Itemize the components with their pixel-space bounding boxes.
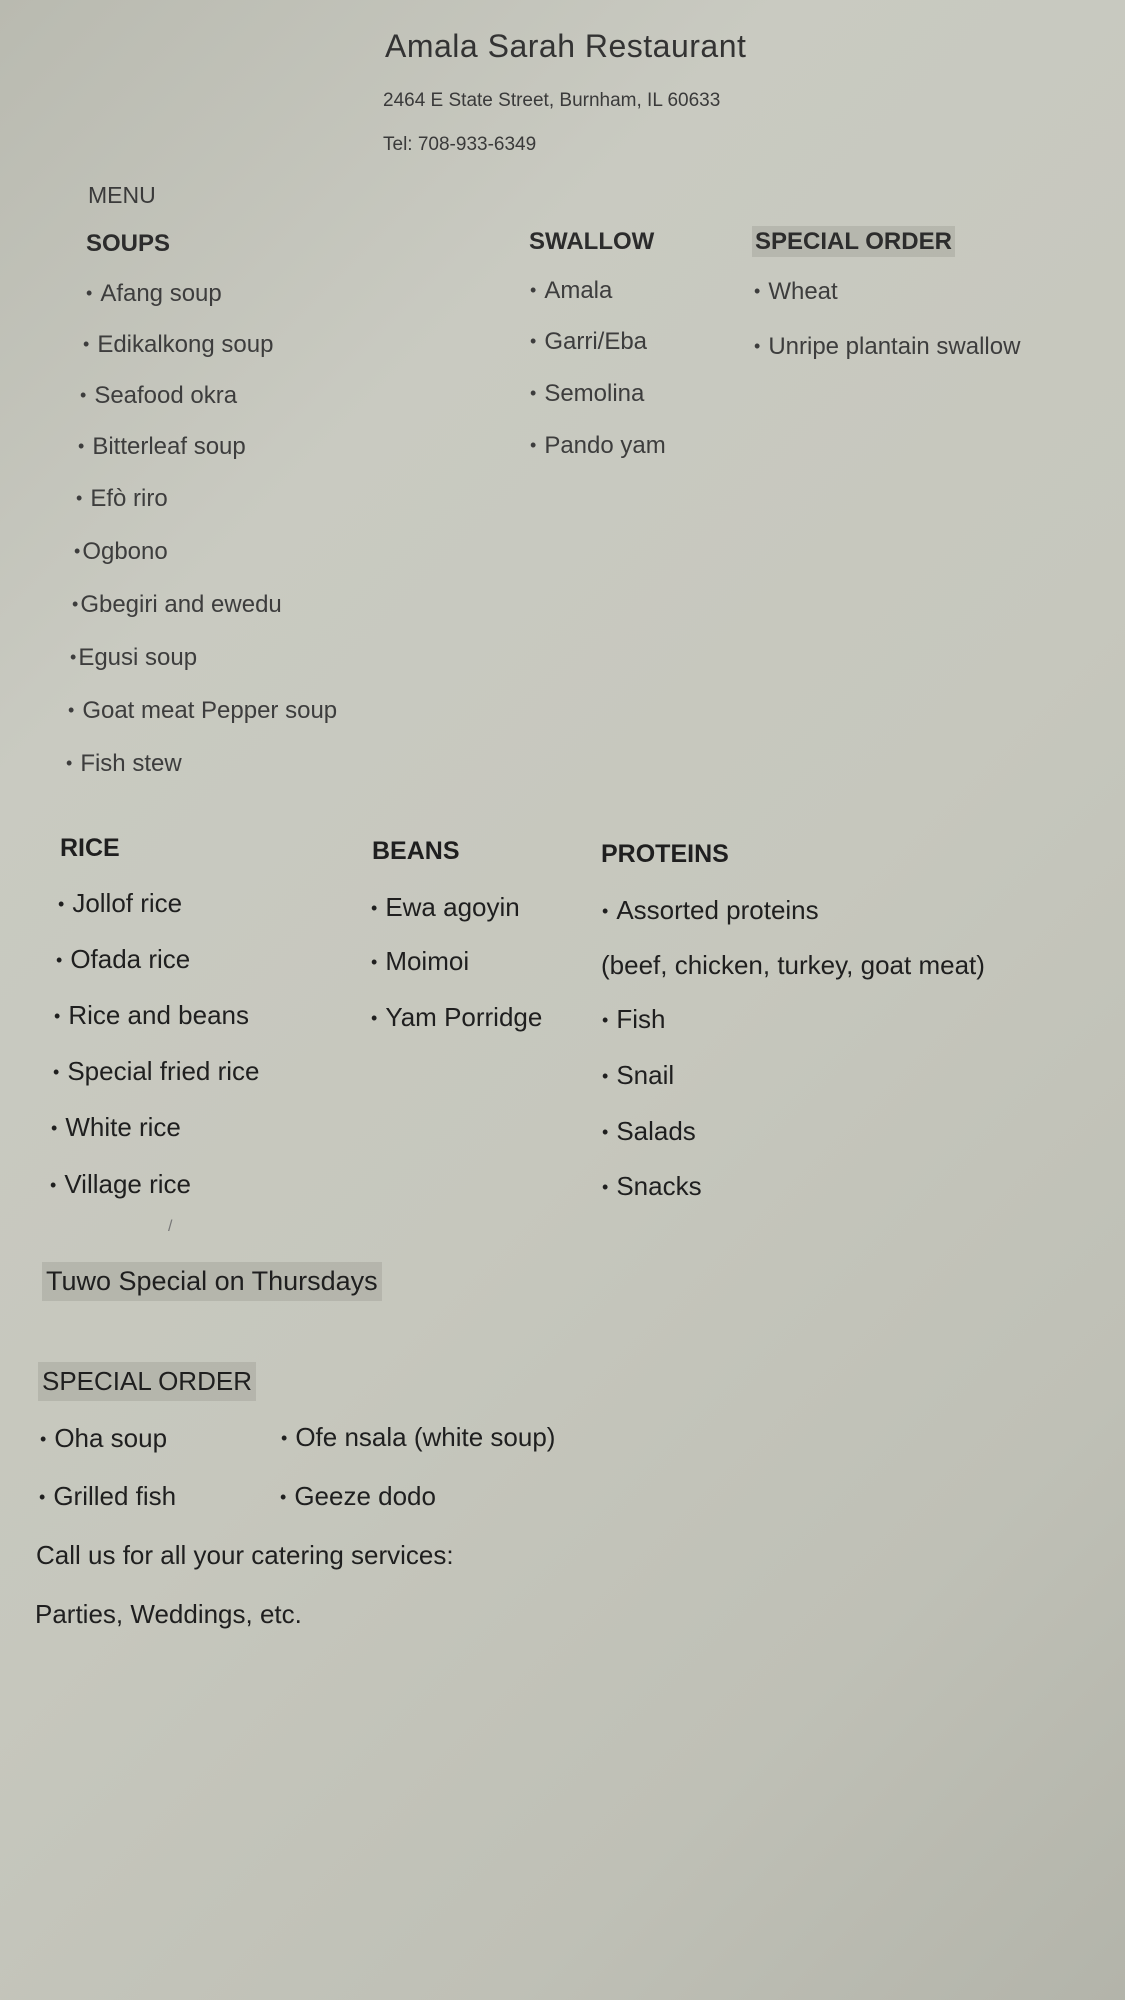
bullet-icon: •: [56, 950, 63, 970]
bullet-icon: •: [530, 383, 537, 403]
soup-item: • Afang soup: [86, 280, 222, 307]
bullet-icon: •: [40, 1429, 47, 1449]
swallow-item: • Amala: [530, 277, 613, 304]
bullet-icon: •: [280, 1487, 287, 1507]
protein-item: • Salads: [602, 1116, 696, 1146]
swallow-heading: SWALLOW: [529, 228, 655, 255]
bullet-icon: •: [54, 1006, 61, 1026]
bullet-icon: •: [602, 1066, 609, 1086]
special-order-bottom-item: • Grilled fish: [39, 1481, 177, 1511]
bullet-icon: •: [602, 1122, 609, 1142]
bullet-icon: •: [78, 436, 85, 456]
special-order-bottom-item: • Oha soup: [40, 1423, 168, 1453]
special-order-item: • Wheat: [754, 278, 838, 305]
bullet-icon: •: [530, 435, 537, 455]
bullet-icon: •: [530, 331, 537, 351]
bullet-icon: •: [66, 753, 73, 773]
beans-item: • Ewa agoyin: [371, 892, 520, 922]
rice-item: • Rice and beans: [54, 1000, 249, 1030]
soup-item: •Gbegiri and ewedu: [72, 591, 282, 618]
protein-item: • Assorted proteins: [602, 895, 819, 925]
soup-item: • Goat meat Pepper soup: [68, 697, 338, 724]
bullet-icon: •: [602, 1177, 609, 1197]
bullet-icon: •: [371, 898, 378, 918]
special-order-item: • Unripe plantain swallow: [754, 333, 1021, 360]
protein-item: • Fish: [602, 1004, 666, 1034]
bullet-icon: •: [530, 280, 537, 300]
bullet-icon: •: [50, 1175, 57, 1195]
bullet-icon: •: [754, 336, 761, 356]
rice-item: • Special fried rice: [53, 1056, 260, 1086]
special-order-bottom-item: • Geeze dodo: [280, 1481, 436, 1511]
bullet-icon: •: [53, 1062, 60, 1082]
bullet-icon: •: [72, 594, 79, 614]
bullet-icon: •: [754, 281, 761, 301]
beans-item: • Moimoi: [371, 946, 470, 976]
bullet-icon: •: [68, 700, 75, 720]
soup-item: • Fish stew: [66, 750, 182, 777]
soup-item: • Seafood okra: [80, 382, 238, 409]
rice-heading: RICE: [60, 834, 120, 862]
bullet-icon: •: [70, 647, 77, 667]
special-order-heading: SPECIAL ORDER: [752, 228, 955, 256]
bullet-icon: •: [602, 901, 609, 921]
soups-heading: SOUPS: [86, 230, 171, 257]
rice-item: • White rice: [51, 1112, 181, 1142]
protein-item: • Snacks: [602, 1171, 702, 1201]
beans-item: • Yam Porridge: [371, 1002, 543, 1032]
bullet-icon: •: [602, 1010, 609, 1030]
swallow-item: • Garri/Eba: [530, 328, 648, 355]
soup-item: • Edikalkong soup: [83, 331, 274, 358]
special-order-bottom-heading: SPECIAL ORDER: [38, 1362, 256, 1401]
soup-item: • Bitterleaf soup: [78, 433, 246, 460]
soup-item: •Ogbono: [74, 538, 168, 565]
bullet-icon: •: [281, 1428, 288, 1448]
swallow-item: • Pando yam: [530, 432, 666, 459]
restaurant-name: Amala Sarah Restaurant: [385, 28, 747, 64]
soup-item: •Egusi soup: [70, 644, 198, 671]
bullet-icon: •: [39, 1487, 46, 1507]
bullet-icon: •: [86, 283, 93, 303]
soup-item: • Efò riro: [76, 485, 168, 512]
bullet-icon: •: [371, 952, 378, 972]
bullet-icon: •: [371, 1008, 378, 1028]
protein-note: (beef, chicken, turkey, goat meat): [601, 950, 985, 980]
bullet-icon: •: [58, 894, 65, 914]
special-order-bottom-item: • Ofe nsala (white soup): [281, 1422, 556, 1452]
catering-events: Parties, Weddings, etc.: [35, 1599, 302, 1629]
restaurant-phone: Tel: 708-933-6349: [383, 134, 537, 155]
proteins-heading: PROTEINS: [601, 840, 729, 868]
rice-item: • Ofada rice: [56, 944, 191, 974]
bullet-icon: •: [83, 334, 90, 354]
bullet-icon: •: [80, 385, 87, 405]
bullet-icon: •: [76, 488, 83, 508]
rice-item: • Village rice: [50, 1169, 192, 1199]
beans-heading: BEANS: [372, 837, 460, 865]
swallow-item: • Semolina: [530, 380, 645, 407]
protein-item: • Snail: [602, 1060, 675, 1090]
bullet-icon: •: [74, 541, 81, 561]
catering-line: Call us for all your catering services:: [36, 1540, 454, 1570]
rice-item: • Jollof rice: [58, 888, 183, 918]
stray-mark: /: [168, 1218, 173, 1235]
restaurant-address: 2464 E State Street, Burnham, IL 60633: [383, 90, 721, 111]
tuwo-special-banner: Tuwo Special on Thursdays: [42, 1262, 382, 1301]
bullet-icon: •: [51, 1118, 58, 1138]
menu-label: MENU: [88, 182, 156, 208]
